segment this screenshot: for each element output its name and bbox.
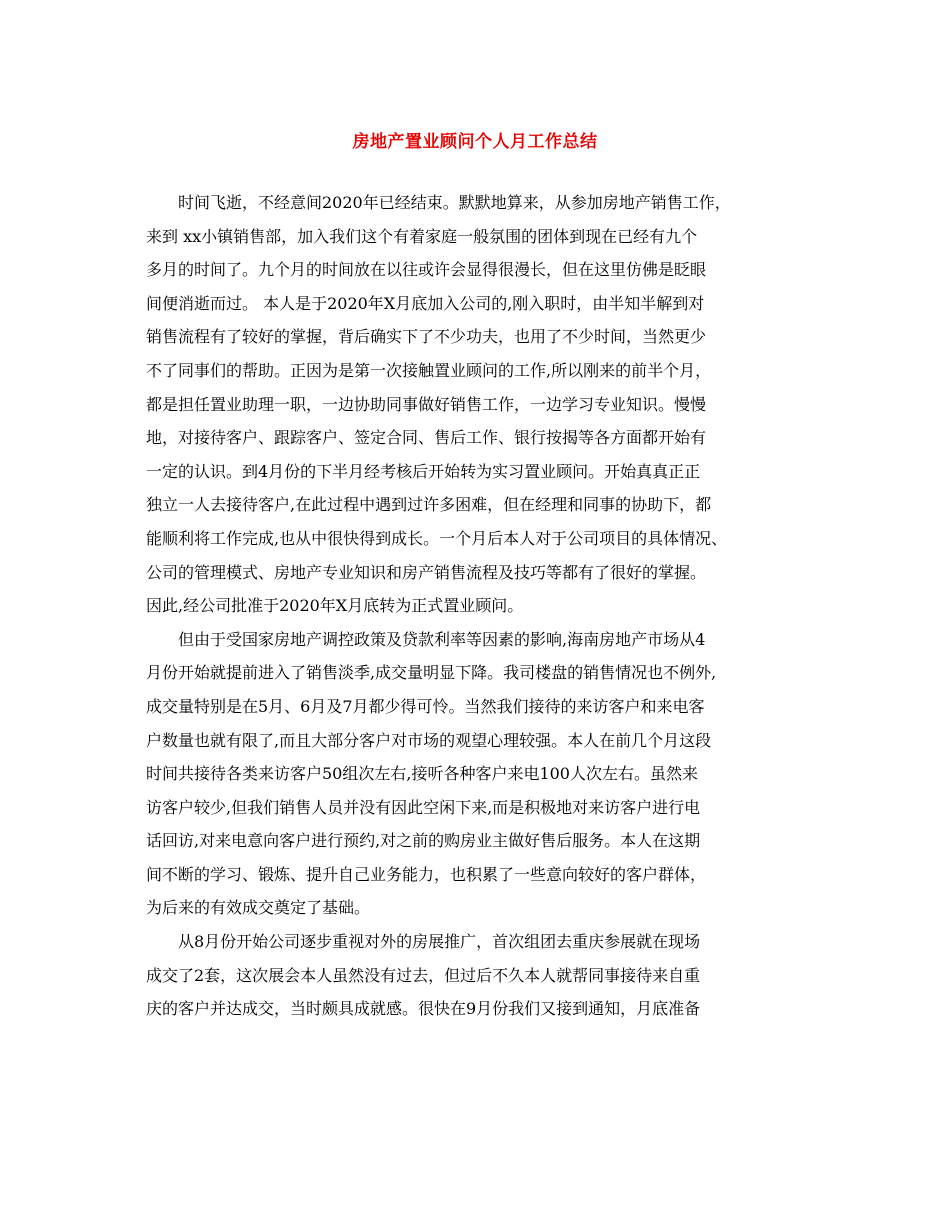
text-line: 因此,经公司批准于2020年X月底转为正式置业顾问。 — [146, 596, 524, 616]
text-line: 都是担任置业助理一职，一边协助同事做好销售工作，一边学习专业知识。慢慢 — [146, 394, 707, 414]
text-line: 销售流程有了较好的掌握，背后确实下了不少功夫，也用了不少时间，当然更少 — [146, 327, 707, 347]
text-line: 从8月份开始公司逐步重视对外的房展推广，首次组团去重庆参展就在现场 — [178, 932, 701, 952]
text-line: 户数量也就有限了,而且大部分客户对市场的观望心理较强。本人在前几个月这段 — [146, 730, 712, 750]
text-line: 但由于受国家房地产调控政策及贷款利率等因素的影响,海南房地产市场从4 — [178, 629, 706, 649]
text-line: 月份开始就提前进入了销售淡季,成交量明显下降。我司楼盘的销售情况也不例外, — [146, 663, 717, 683]
text-line: 庆的客户并达成交，当时颇具成就感。很快在9月份我们又接到通知，月底准备 — [146, 999, 701, 1019]
text-line: 间不断的学习、锻炼、提升自己业务能力，也积累了一些意向较好的客户群体， — [146, 864, 707, 884]
text-line: 成交量特别是在5月、6月及7月都少得可怜。当然我们接待的来访客户和来电客 — [146, 696, 705, 716]
text-line: 多月的时间了。九个月的时间放在以往或许会显得很漫长，但在这里仿佛是眨眼 — [146, 260, 707, 280]
text-line: 一定的认识。到4月份的下半月经考核后开始转为实习置业顾问。开始真真正正 — [146, 461, 701, 481]
text-line: 不了同事们的帮助。正因为是第一次接触置业顾问的工作,所以刚来的前半个月， — [146, 360, 712, 380]
text-line: 时间共接待各类来访客户50组次左右,接听各种客户来电100人次左右。虽然来 — [146, 764, 698, 784]
text-line: 地，对接待客户、跟踪客户、签定合同、售后工作、银行按揭等各方面都开始有 — [146, 428, 707, 448]
text-line: 来到 xx小镇销售部，加入我们这个有着家庭一般氛围的团体到现在已经有九个 — [146, 226, 698, 246]
text-line: 间便消逝而过。 本人是于2020年X月底加入公司的,刚入职时，由半知半解到对 — [146, 293, 705, 313]
text-line: 话回访,对来电意向客户进行预约,对之前的购房业主做好售后服务。本人在这期 — [146, 831, 701, 851]
text-line: 成交了2套，这次展会本人虽然没有过去，但过后不久本人就帮同事接待来自重 — [146, 965, 701, 985]
document-body — [146, 186, 806, 1026]
text-line: 为后来的有效成交奠定了基础。 — [146, 898, 371, 918]
text-line: 访客户较少,但我们销售人员并没有因此空闲下来,而是积极地对来访客户进行电 — [146, 797, 701, 817]
text-line: 能顺利将工作完成,也从中很快得到成长。一个月后本人对于公司项目的具体情况、 — [146, 528, 728, 548]
text-line: 独立一人去接待客户,在此过程中遇到过许多困难，但在经理和同事的协助下，都 — [146, 495, 712, 515]
document-title: 房地产置业顾问个人月工作总结 — [352, 132, 598, 152]
text-line: 公司的管理模式、房地产专业知识和房产销售流程及技巧等都有了很好的掌握。 — [146, 562, 707, 582]
text-line: 时间飞逝，不经意间2020年已经结束。默默地算来，从参加房地产销售工作， — [178, 193, 731, 212]
